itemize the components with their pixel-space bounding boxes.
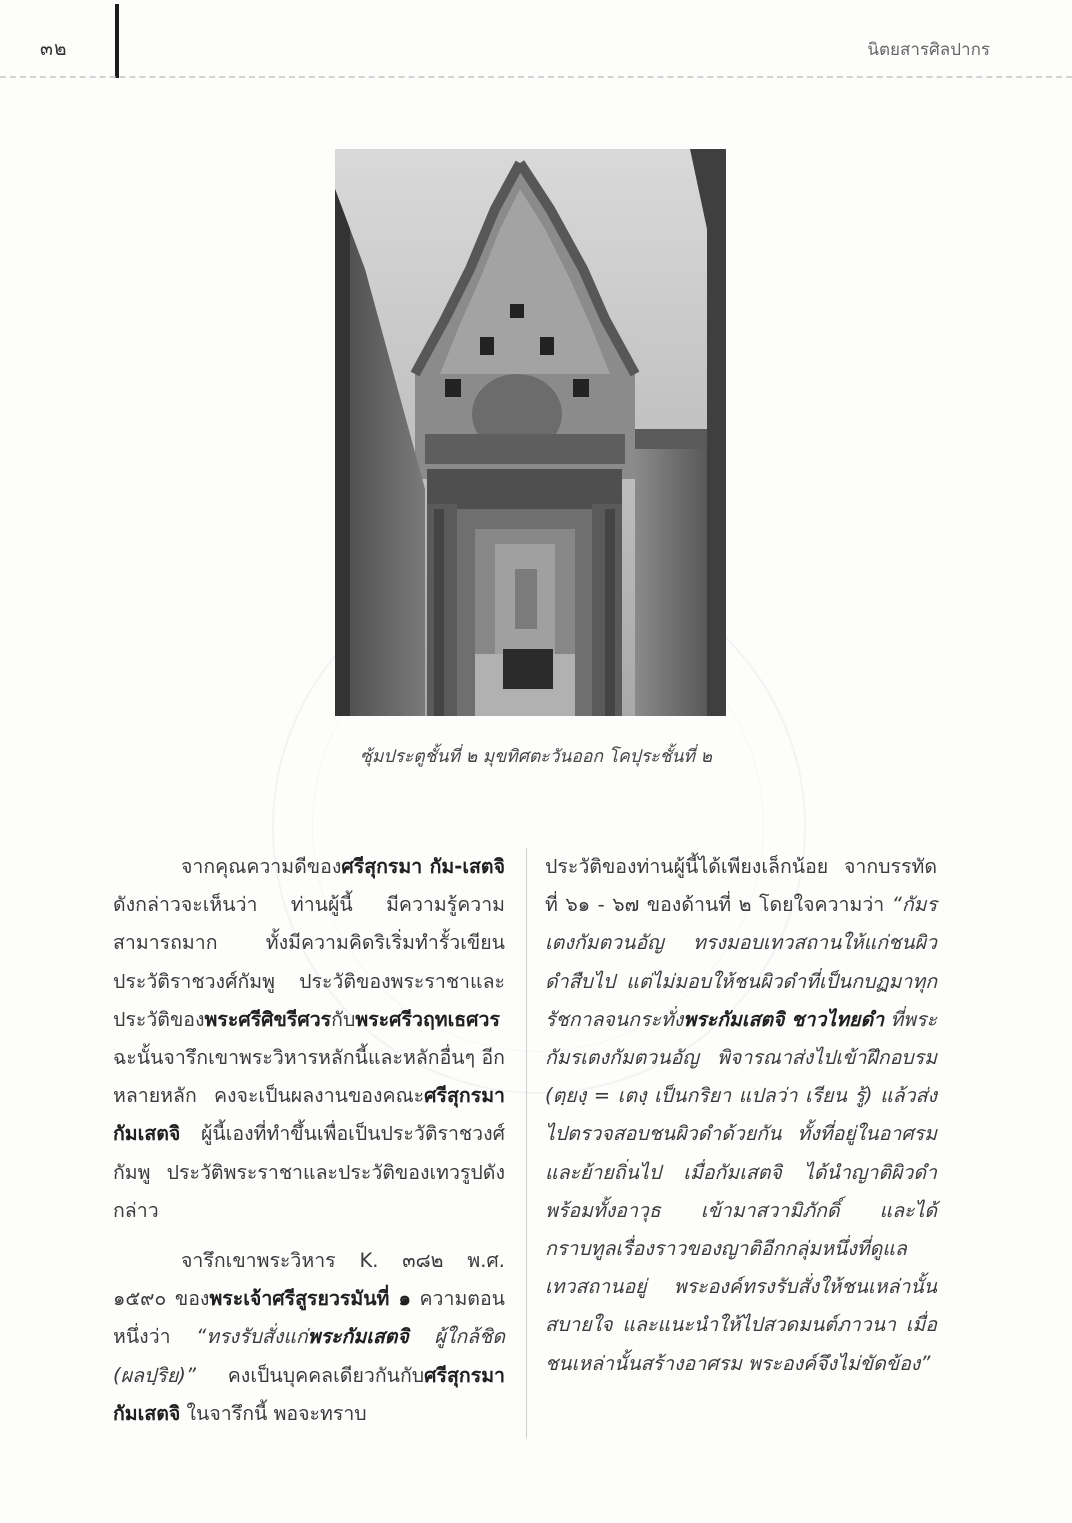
header-rule [0, 76, 1072, 78]
running-title: นิตยสารศิลปากร [867, 40, 990, 60]
figure-caption: ซุ้มประตูชั้นที่ ๒ มุขทิศตะวันออก โคปุระชั้นที่ ๒ [359, 747, 713, 767]
temple-gate-illustration [335, 149, 726, 716]
column-divider [526, 848, 527, 1438]
right-column [545, 848, 937, 1383]
paragraph: จากคุณความดีของศรีสุกรมา กัม-เสตจิ ดังกล่าวจะเห็นว่า ท่านผู้นี้ มีความรู้ความสามารถมาก ทั้งมีความคิดริเริ่มทำรั้วเขียนประวัติราชวงศ์กัมพู ประวัติของพระราชาและประวัติของพระศรีศิขรีศวรกับพระศรีวฤทเธศวร ฉะนั้นจารึกเขาพระวิหารหลักนี้และหลักอื่นๆ อีกหลายหลัก คงจะเป็นผลงานของคณะศรีสุกรมา กัมเสตจิ ผู้นี้เองที่ทำขึ้นเพื่อเป็นประวัติราชวงศ์กัมพู ประวัติพระราชาและประวัติของเทวรูปดังกล่าว [113, 855, 505, 1222]
page-number: ๓๒ [40, 38, 68, 60]
header-bar [115, 4, 119, 78]
paragraph: จารึกเขาพระวิหาร K. ๓๘๒ พ.ศ. ๑๕๙๐ ของพระเจ้าศรีสูรยวรมันที่ ๑ ความตอนหนึ่งว่า “ทรงรับสั่งแก่พระกัมเสตจิ ผู้ใกล้ชิด (ผลปฺริย)” คงเป็นบุคคลเดียวกันกับศรีสุกรมา กัมเสตจิ ในจารึกนี้ พอจะทราบ [113, 1249, 505, 1425]
temple-gate-photo [335, 149, 726, 716]
left-column [113, 848, 505, 1433]
paragraph: ประวัติของท่านผู้นี้ได้เพียงเล็กน้อย จากบรรทัดที่ ๖๑ - ๖๗ ของด้านที่ ๒ โดยใจความว่า “กัมรเตงกัมตวนอัญ ทรงมอบเทวสถานให้แก่ชนผิวดำสืบไป แต่ไม่มอบให้ชนผิวดำที่เป็นกบฏมาทุกรัชกาลจนกระทั่งพระกัมเสตจิ ชาวไทยดำ ที่พระกัมรเตงกัมตวนอัญ พิจารณาส่งไปเข้าฝึกอบรม (ตฺยงฺ = เตงฺ เป็นกริยา แปลว่า เรียน รู้) แล้วส่งไปตรวจสอบชนผิวดำด้วยกัน ทั้งที่อยู่ในอาศรมและย้ายถิ่นไป เมื่อกัมเสตจิ ได้นำญาติผิวดำพร้อมทั้งอาวุธ เข้ามาสวามิภักดิ์ และได้กราบทูลเรื่องราวของญาติอีกกลุ่มหนึ่งที่ดูแลเทวสถานอยู่ พระองค์ทรงรับสั่งให้ชนเหล่านั้นสบายใจ และแนะนำให้ไปสวดมนต์ภาวนา เมื่อชนเหล่านั้นสร้างอาศรม พระองค์จึงไม่ขัดข้อง” [545, 855, 937, 1375]
